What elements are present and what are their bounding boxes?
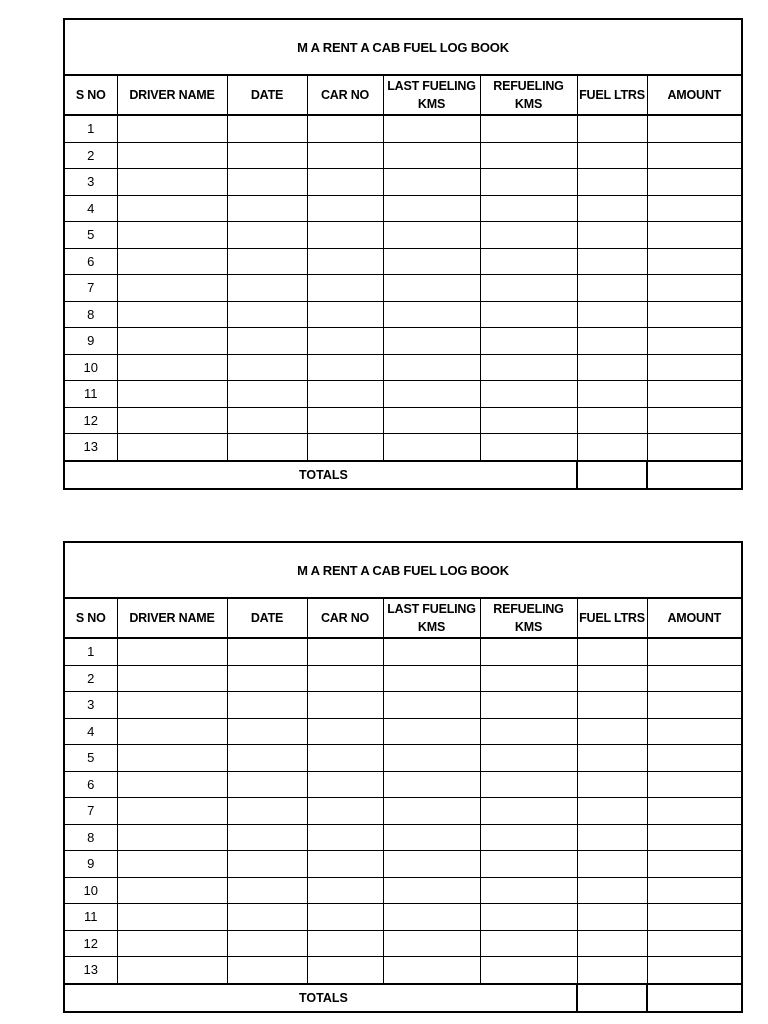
cell-driver-name[interactable] <box>117 798 227 825</box>
row-serial-number: 4 <box>64 195 117 222</box>
cell-date[interactable] <box>227 692 307 719</box>
cell-fuel-ltrs[interactable] <box>577 328 647 355</box>
cell-date[interactable] <box>227 824 307 851</box>
cell-last-fueling-kms[interactable] <box>383 665 480 692</box>
totals-label: TOTALS <box>64 984 577 1012</box>
cell-amount[interactable] <box>647 692 742 719</box>
header-last-fueling-kms: LAST FUELING KMS <box>383 598 480 638</box>
cell-car-no[interactable] <box>307 275 383 302</box>
cell-date[interactable] <box>227 798 307 825</box>
log-row <box>64 904 742 931</box>
cell-amount[interactable] <box>647 301 742 328</box>
cell-refueling-kms[interactable] <box>480 957 577 984</box>
cell-car-no[interactable] <box>307 904 383 931</box>
cell-driver-name[interactable] <box>117 248 227 275</box>
cell-refueling-kms[interactable] <box>480 301 577 328</box>
log-row <box>64 638 742 665</box>
header-amount: AMOUNT <box>647 75 742 115</box>
cell-last-fueling-kms[interactable] <box>383 115 480 142</box>
log-row <box>64 434 742 461</box>
cell-amount[interactable] <box>647 771 742 798</box>
log-body <box>64 115 742 461</box>
cell-car-no[interactable] <box>307 771 383 798</box>
log-row <box>64 824 742 851</box>
cell-car-no[interactable] <box>307 930 383 957</box>
cell-date[interactable] <box>227 665 307 692</box>
cell-amount[interactable] <box>647 222 742 249</box>
cell-amount[interactable] <box>647 248 742 275</box>
cell-date[interactable] <box>227 222 307 249</box>
cell-date[interactable] <box>227 328 307 355</box>
log-row <box>64 718 742 745</box>
row-serial-number: 8 <box>64 824 117 851</box>
cell-amount[interactable] <box>647 877 742 904</box>
cell-last-fueling-kms[interactable] <box>383 195 480 222</box>
cell-date[interactable] <box>227 142 307 169</box>
log-row <box>64 745 742 772</box>
cell-driver-name[interactable] <box>117 354 227 381</box>
row-serial-number: 7 <box>64 798 117 825</box>
cell-amount[interactable] <box>647 904 742 931</box>
cell-date[interactable] <box>227 851 307 878</box>
cell-refueling-kms[interactable] <box>480 930 577 957</box>
log-row <box>64 301 742 328</box>
header-sno: S NO <box>64 75 117 115</box>
cell-car-no[interactable] <box>307 665 383 692</box>
cell-refueling-kms[interactable] <box>480 877 577 904</box>
cell-date[interactable] <box>227 407 307 434</box>
cell-fuel-ltrs[interactable] <box>577 222 647 249</box>
row-serial-number: 5 <box>64 222 117 249</box>
cell-fuel-ltrs[interactable] <box>577 195 647 222</box>
cell-last-fueling-kms[interactable] <box>383 718 480 745</box>
cell-date[interactable] <box>227 381 307 408</box>
cell-car-no[interactable] <box>307 222 383 249</box>
cell-car-no[interactable] <box>307 718 383 745</box>
cell-fuel-ltrs[interactable] <box>577 407 647 434</box>
log-row <box>64 798 742 825</box>
header-driver-name: DRIVER NAME <box>117 598 227 638</box>
cell-car-no[interactable] <box>307 692 383 719</box>
cell-date[interactable] <box>227 638 307 665</box>
cell-date[interactable] <box>227 434 307 461</box>
cell-amount[interactable] <box>647 407 742 434</box>
cell-car-no[interactable] <box>307 407 383 434</box>
row-serial-number: 6 <box>64 248 117 275</box>
header-refueling-kms: REFUELING KMS <box>480 75 577 115</box>
cell-amount[interactable] <box>647 434 742 461</box>
cell-fuel-ltrs[interactable] <box>577 692 647 719</box>
row-serial-number: 2 <box>64 665 117 692</box>
cell-fuel-ltrs[interactable] <box>577 275 647 302</box>
cell-refueling-kms[interactable] <box>480 115 577 142</box>
log-row <box>64 407 742 434</box>
cell-driver-name[interactable] <box>117 328 227 355</box>
totals-amount-cell[interactable] <box>647 984 742 1012</box>
row-serial-number: 12 <box>64 407 117 434</box>
cell-fuel-ltrs[interactable] <box>577 824 647 851</box>
cell-driver-name[interactable] <box>117 222 227 249</box>
cell-amount[interactable] <box>647 798 742 825</box>
cell-driver-name[interactable] <box>117 851 227 878</box>
log-row <box>64 222 742 249</box>
totals-amount-cell[interactable] <box>647 461 742 489</box>
cell-amount[interactable] <box>647 638 742 665</box>
cell-date[interactable] <box>227 904 307 931</box>
cell-fuel-ltrs[interactable] <box>577 904 647 931</box>
row-serial-number: 9 <box>64 328 117 355</box>
cell-last-fueling-kms[interactable] <box>383 930 480 957</box>
totals-label: TOTALS <box>64 461 577 489</box>
cell-amount[interactable] <box>647 851 742 878</box>
cell-refueling-kms[interactable] <box>480 275 577 302</box>
cell-fuel-ltrs[interactable] <box>577 771 647 798</box>
row-serial-number: 10 <box>64 354 117 381</box>
fuel-log-table <box>63 18 743 490</box>
cell-driver-name[interactable] <box>117 665 227 692</box>
cell-amount[interactable] <box>647 354 742 381</box>
cell-amount[interactable] <box>647 381 742 408</box>
cell-car-no[interactable] <box>307 195 383 222</box>
cell-last-fueling-kms[interactable] <box>383 877 480 904</box>
cell-refueling-kms[interactable] <box>480 381 577 408</box>
cell-car-no[interactable] <box>307 745 383 772</box>
cell-refueling-kms[interactable] <box>480 692 577 719</box>
header-fuel-ltrs: FUEL LTRS <box>577 75 647 115</box>
cell-refueling-kms[interactable] <box>480 851 577 878</box>
cell-driver-name[interactable] <box>117 434 227 461</box>
cell-last-fueling-kms[interactable] <box>383 745 480 772</box>
cell-driver-name[interactable] <box>117 745 227 772</box>
cell-amount[interactable] <box>647 328 742 355</box>
cell-refueling-kms[interactable] <box>480 434 577 461</box>
cell-driver-name[interactable] <box>117 142 227 169</box>
cell-date[interactable] <box>227 957 307 984</box>
log-row <box>64 115 742 142</box>
cell-last-fueling-kms[interactable] <box>383 354 480 381</box>
row-serial-number: 10 <box>64 877 117 904</box>
cell-amount[interactable] <box>647 930 742 957</box>
cell-driver-name[interactable] <box>117 301 227 328</box>
cell-date[interactable] <box>227 771 307 798</box>
cell-driver-name[interactable] <box>117 692 227 719</box>
cell-amount[interactable] <box>647 142 742 169</box>
log-row <box>64 169 742 196</box>
cell-refueling-kms[interactable] <box>480 745 577 772</box>
header-car-no: CAR NO <box>307 598 383 638</box>
cell-driver-name[interactable] <box>117 718 227 745</box>
cell-refueling-kms[interactable] <box>480 718 577 745</box>
cell-refueling-kms[interactable] <box>480 248 577 275</box>
cell-amount[interactable] <box>647 169 742 196</box>
cell-fuel-ltrs[interactable] <box>577 877 647 904</box>
totals-row <box>64 984 742 1012</box>
row-serial-number: 13 <box>64 434 117 461</box>
cell-car-no[interactable] <box>307 381 383 408</box>
cell-date[interactable] <box>227 354 307 381</box>
cell-driver-name[interactable] <box>117 957 227 984</box>
cell-driver-name[interactable] <box>117 381 227 408</box>
cell-driver-name[interactable] <box>117 195 227 222</box>
header-sno: S NO <box>64 598 117 638</box>
row-serial-number: 4 <box>64 718 117 745</box>
row-serial-number: 8 <box>64 301 117 328</box>
cell-last-fueling-kms[interactable] <box>383 798 480 825</box>
cell-fuel-ltrs[interactable] <box>577 169 647 196</box>
cell-refueling-kms[interactable] <box>480 407 577 434</box>
cell-date[interactable] <box>227 248 307 275</box>
cell-car-no[interactable] <box>307 169 383 196</box>
cell-car-no[interactable] <box>307 851 383 878</box>
cell-driver-name[interactable] <box>117 824 227 851</box>
row-serial-number: 5 <box>64 745 117 772</box>
log-row <box>64 930 742 957</box>
log-row <box>64 851 742 878</box>
cell-driver-name[interactable] <box>117 115 227 142</box>
cell-car-no[interactable] <box>307 115 383 142</box>
cell-date[interactable] <box>227 877 307 904</box>
log-row <box>64 877 742 904</box>
cell-refueling-kms[interactable] <box>480 638 577 665</box>
header-driver-name: DRIVER NAME <box>117 75 227 115</box>
cell-fuel-ltrs[interactable] <box>577 248 647 275</box>
cell-refueling-kms[interactable] <box>480 798 577 825</box>
cell-car-no[interactable] <box>307 638 383 665</box>
cell-last-fueling-kms[interactable] <box>383 142 480 169</box>
cell-last-fueling-kms[interactable] <box>383 301 480 328</box>
cell-date[interactable] <box>227 745 307 772</box>
cell-date[interactable] <box>227 930 307 957</box>
header-refueling-kms: REFUELING KMS <box>480 598 577 638</box>
cell-fuel-ltrs[interactable] <box>577 354 647 381</box>
cell-car-no[interactable] <box>307 248 383 275</box>
cell-car-no[interactable] <box>307 798 383 825</box>
cell-last-fueling-kms[interactable] <box>383 957 480 984</box>
totals-fuel-ltrs-cell[interactable] <box>577 984 647 1012</box>
cell-car-no[interactable] <box>307 877 383 904</box>
log-row <box>64 328 742 355</box>
cell-driver-name[interactable] <box>117 169 227 196</box>
cell-car-no[interactable] <box>307 328 383 355</box>
row-serial-number: 3 <box>64 692 117 719</box>
cell-fuel-ltrs[interactable] <box>577 665 647 692</box>
cell-refueling-kms[interactable] <box>480 824 577 851</box>
cell-car-no[interactable] <box>307 957 383 984</box>
totals-fuel-ltrs-cell[interactable] <box>577 461 647 489</box>
cell-amount[interactable] <box>647 745 742 772</box>
cell-fuel-ltrs[interactable] <box>577 115 647 142</box>
cell-last-fueling-kms[interactable] <box>383 328 480 355</box>
cell-fuel-ltrs[interactable] <box>577 930 647 957</box>
row-serial-number: 12 <box>64 930 117 957</box>
cell-date[interactable] <box>227 301 307 328</box>
cell-date[interactable] <box>227 169 307 196</box>
cell-amount[interactable] <box>647 957 742 984</box>
cell-fuel-ltrs[interactable] <box>577 142 647 169</box>
log-row <box>64 692 742 719</box>
cell-last-fueling-kms[interactable] <box>383 169 480 196</box>
row-serial-number: 13 <box>64 957 117 984</box>
cell-driver-name[interactable] <box>117 638 227 665</box>
cell-last-fueling-kms[interactable] <box>383 851 480 878</box>
cell-amount[interactable] <box>647 718 742 745</box>
cell-fuel-ltrs[interactable] <box>577 957 647 984</box>
cell-last-fueling-kms[interactable] <box>383 248 480 275</box>
row-serial-number: 11 <box>64 381 117 408</box>
cell-date[interactable] <box>227 718 307 745</box>
cell-fuel-ltrs[interactable] <box>577 301 647 328</box>
cell-driver-name[interactable] <box>117 771 227 798</box>
cell-driver-name[interactable] <box>117 930 227 957</box>
cell-refueling-kms[interactable] <box>480 354 577 381</box>
row-serial-number: 3 <box>64 169 117 196</box>
cell-refueling-kms[interactable] <box>480 771 577 798</box>
header-date: DATE <box>227 598 307 638</box>
cell-refueling-kms[interactable] <box>480 142 577 169</box>
cell-date[interactable] <box>227 195 307 222</box>
cell-last-fueling-kms[interactable] <box>383 638 480 665</box>
log-row <box>64 142 742 169</box>
cell-car-no[interactable] <box>307 434 383 461</box>
cell-refueling-kms[interactable] <box>480 328 577 355</box>
row-serial-number: 6 <box>64 771 117 798</box>
cell-driver-name[interactable] <box>117 275 227 302</box>
row-serial-number: 1 <box>64 638 117 665</box>
log-title: M A RENT A CAB FUEL LOG BOOK <box>64 542 742 598</box>
cell-car-no[interactable] <box>307 824 383 851</box>
cell-amount[interactable] <box>647 665 742 692</box>
cell-last-fueling-kms[interactable] <box>383 904 480 931</box>
log-row <box>64 665 742 692</box>
log-row <box>64 381 742 408</box>
cell-amount[interactable] <box>647 275 742 302</box>
cell-refueling-kms[interactable] <box>480 904 577 931</box>
cell-last-fueling-kms[interactable] <box>383 407 480 434</box>
log-row <box>64 248 742 275</box>
cell-car-no[interactable] <box>307 354 383 381</box>
cell-driver-name[interactable] <box>117 877 227 904</box>
cell-car-no[interactable] <box>307 142 383 169</box>
cell-fuel-ltrs[interactable] <box>577 798 647 825</box>
cell-driver-name[interactable] <box>117 904 227 931</box>
row-serial-number: 11 <box>64 904 117 931</box>
cell-refueling-kms[interactable] <box>480 195 577 222</box>
header-car-no: CAR NO <box>307 75 383 115</box>
row-serial-number: 1 <box>64 115 117 142</box>
header-last-fueling-kms: LAST FUELING KMS <box>383 75 480 115</box>
log-row <box>64 771 742 798</box>
cell-amount[interactable] <box>647 195 742 222</box>
cell-amount[interactable] <box>647 115 742 142</box>
cell-last-fueling-kms[interactable] <box>383 381 480 408</box>
totals-row <box>64 461 742 489</box>
cell-fuel-ltrs[interactable] <box>577 745 647 772</box>
row-serial-number: 7 <box>64 275 117 302</box>
cell-refueling-kms[interactable] <box>480 665 577 692</box>
cell-last-fueling-kms[interactable] <box>383 824 480 851</box>
cell-fuel-ltrs[interactable] <box>577 718 647 745</box>
cell-fuel-ltrs[interactable] <box>577 434 647 461</box>
header-amount: AMOUNT <box>647 598 742 638</box>
cell-date[interactable] <box>227 115 307 142</box>
cell-last-fueling-kms[interactable] <box>383 275 480 302</box>
log-row <box>64 354 742 381</box>
log-row <box>64 275 742 302</box>
row-serial-number: 9 <box>64 851 117 878</box>
cell-fuel-ltrs[interactable] <box>577 851 647 878</box>
cell-driver-name[interactable] <box>117 407 227 434</box>
cell-refueling-kms[interactable] <box>480 169 577 196</box>
cell-fuel-ltrs[interactable] <box>577 638 647 665</box>
cell-refueling-kms[interactable] <box>480 222 577 249</box>
cell-last-fueling-kms[interactable] <box>383 692 480 719</box>
cell-last-fueling-kms[interactable] <box>383 434 480 461</box>
cell-last-fueling-kms[interactable] <box>383 222 480 249</box>
cell-last-fueling-kms[interactable] <box>383 771 480 798</box>
cell-car-no[interactable] <box>307 301 383 328</box>
header-date: DATE <box>227 75 307 115</box>
row-serial-number: 2 <box>64 142 117 169</box>
cell-fuel-ltrs[interactable] <box>577 381 647 408</box>
log-body <box>64 638 742 984</box>
log-title: M A RENT A CAB FUEL LOG BOOK <box>64 19 742 75</box>
log-row <box>64 957 742 984</box>
log-row <box>64 195 742 222</box>
header-fuel-ltrs: FUEL LTRS <box>577 598 647 638</box>
cell-date[interactable] <box>227 275 307 302</box>
fuel-log-table <box>63 541 743 1013</box>
cell-amount[interactable] <box>647 824 742 851</box>
